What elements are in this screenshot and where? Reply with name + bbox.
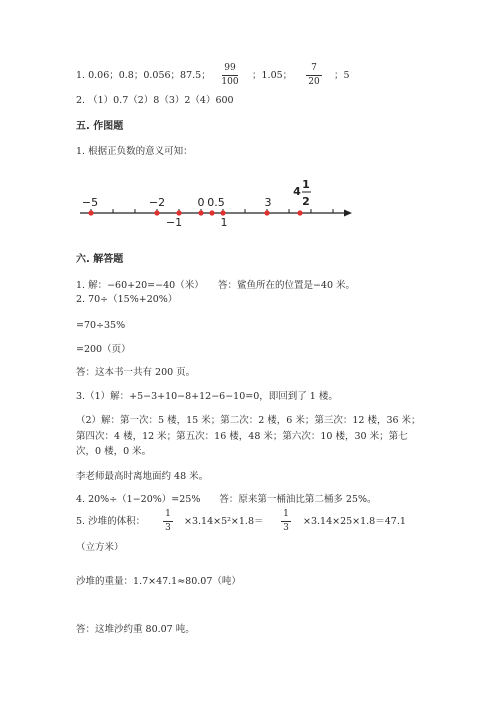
fraction-one-third-a — [156, 510, 180, 533]
fraction-numerator: 1 — [165, 509, 171, 519]
label-mixed-denominator: 2 — [302, 195, 310, 208]
solution-line-1: 1. 解：−60+20=−40（米） 答：鲨鱼所在的位置是−40 米。 — [76, 280, 356, 291]
section-6-title: 六. 解答题 — [76, 254, 124, 265]
section-5-title: 五. 作图题 — [76, 121, 124, 132]
number-line-diagram — [0, 175, 500, 235]
solution-line-11: 4. 20%÷（1−20%）=25% 答：原来第一桶油比第二桶多 25%。 — [76, 494, 377, 505]
label-3: 3 — [264, 196, 272, 209]
fraction-denominator: 100 — [221, 77, 239, 87]
answer-line-2: 2. （1）0.7（2）8（3）2（4）600 — [76, 95, 234, 106]
answer-line-1 — [76, 71, 211, 81]
label-mixed-whole: 4 — [293, 185, 301, 198]
solution-line-15: 答：这堆沙约重 80.07 吨。 — [76, 624, 195, 635]
fraction-numerator: 7 — [311, 63, 317, 73]
section-5-item-1: 1. 根据正负数的意义可知： — [76, 146, 193, 157]
point-3 — [264, 210, 269, 215]
label-0-5: 0.5 — [207, 196, 225, 209]
fraction-numerator: 99 — [224, 63, 236, 73]
label-0: 0 — [197, 196, 205, 209]
point-0-5 — [209, 210, 214, 215]
solution-line-3: =70÷35% — [76, 320, 126, 331]
answer-1-part-a: 1. 0.06；0.8；0.056；87.5； — [76, 70, 211, 81]
solution-line-13: （立方米） — [76, 542, 124, 553]
solution-line-6: 3.（1）解：+5−3+10−8+12−6−10=0，即回到了 1 楼。 — [76, 391, 338, 402]
answer-1-part-b: ；1.05； — [252, 70, 293, 81]
label-neg2: −2 — [148, 196, 166, 209]
label-neg5: −5 — [81, 196, 99, 209]
solution-line-4: =200（页） — [76, 344, 131, 355]
fraction-denominator: 20 — [308, 77, 320, 87]
fraction-7-20 — [302, 64, 326, 87]
solution-line-10: 李老师最高时离地面约 48 米。 — [76, 471, 209, 482]
solution-line-12c: ×3.14×25×1.8＝47.1 — [303, 516, 406, 527]
fraction-numerator: 1 — [283, 509, 289, 519]
fraction-one-third-b — [274, 510, 298, 533]
label-1: 1 — [220, 216, 228, 229]
fraction-denominator: 3 — [283, 523, 289, 533]
label-mixed-numerator: 1 — [302, 178, 310, 191]
point-4-half — [297, 210, 302, 215]
point-neg5 — [88, 210, 93, 215]
fraction-denominator: 3 — [165, 523, 171, 533]
solution-line-14: 沙堆的重量：1.7×47.1≈80.07（吨） — [76, 576, 241, 587]
point-neg2 — [154, 210, 159, 215]
fraction-99-100 — [218, 64, 242, 87]
answer-1-part-c: ；5 — [334, 70, 350, 81]
solution-line-7: （2）解：第一次：5 楼，15 米；第二次：2 楼，6 米；第三次：12 楼，36 米； — [76, 415, 421, 426]
point-neg1 — [176, 210, 181, 215]
solution-line-12b: ×3.14×5²×1.8＝ — [184, 516, 264, 527]
solution-line-12a: 5. 沙堆的体积： — [76, 516, 146, 527]
solution-line-5: 答：这本书一共有 200 页。 — [76, 367, 196, 378]
solution-line-2: 2. 70÷（15%+20%） — [76, 294, 178, 305]
point-1 — [220, 210, 225, 215]
label-neg1: −1 — [165, 216, 183, 229]
solution-line-8: 第四次：4 楼，12 米；第五次：16 楼，48 米；第六次：10 楼，30 米；第七 — [76, 431, 408, 442]
solution-line-9: 次，0 楼，0 米。 — [76, 446, 152, 457]
point-0 — [198, 210, 203, 215]
arrow-head-icon — [344, 210, 352, 217]
